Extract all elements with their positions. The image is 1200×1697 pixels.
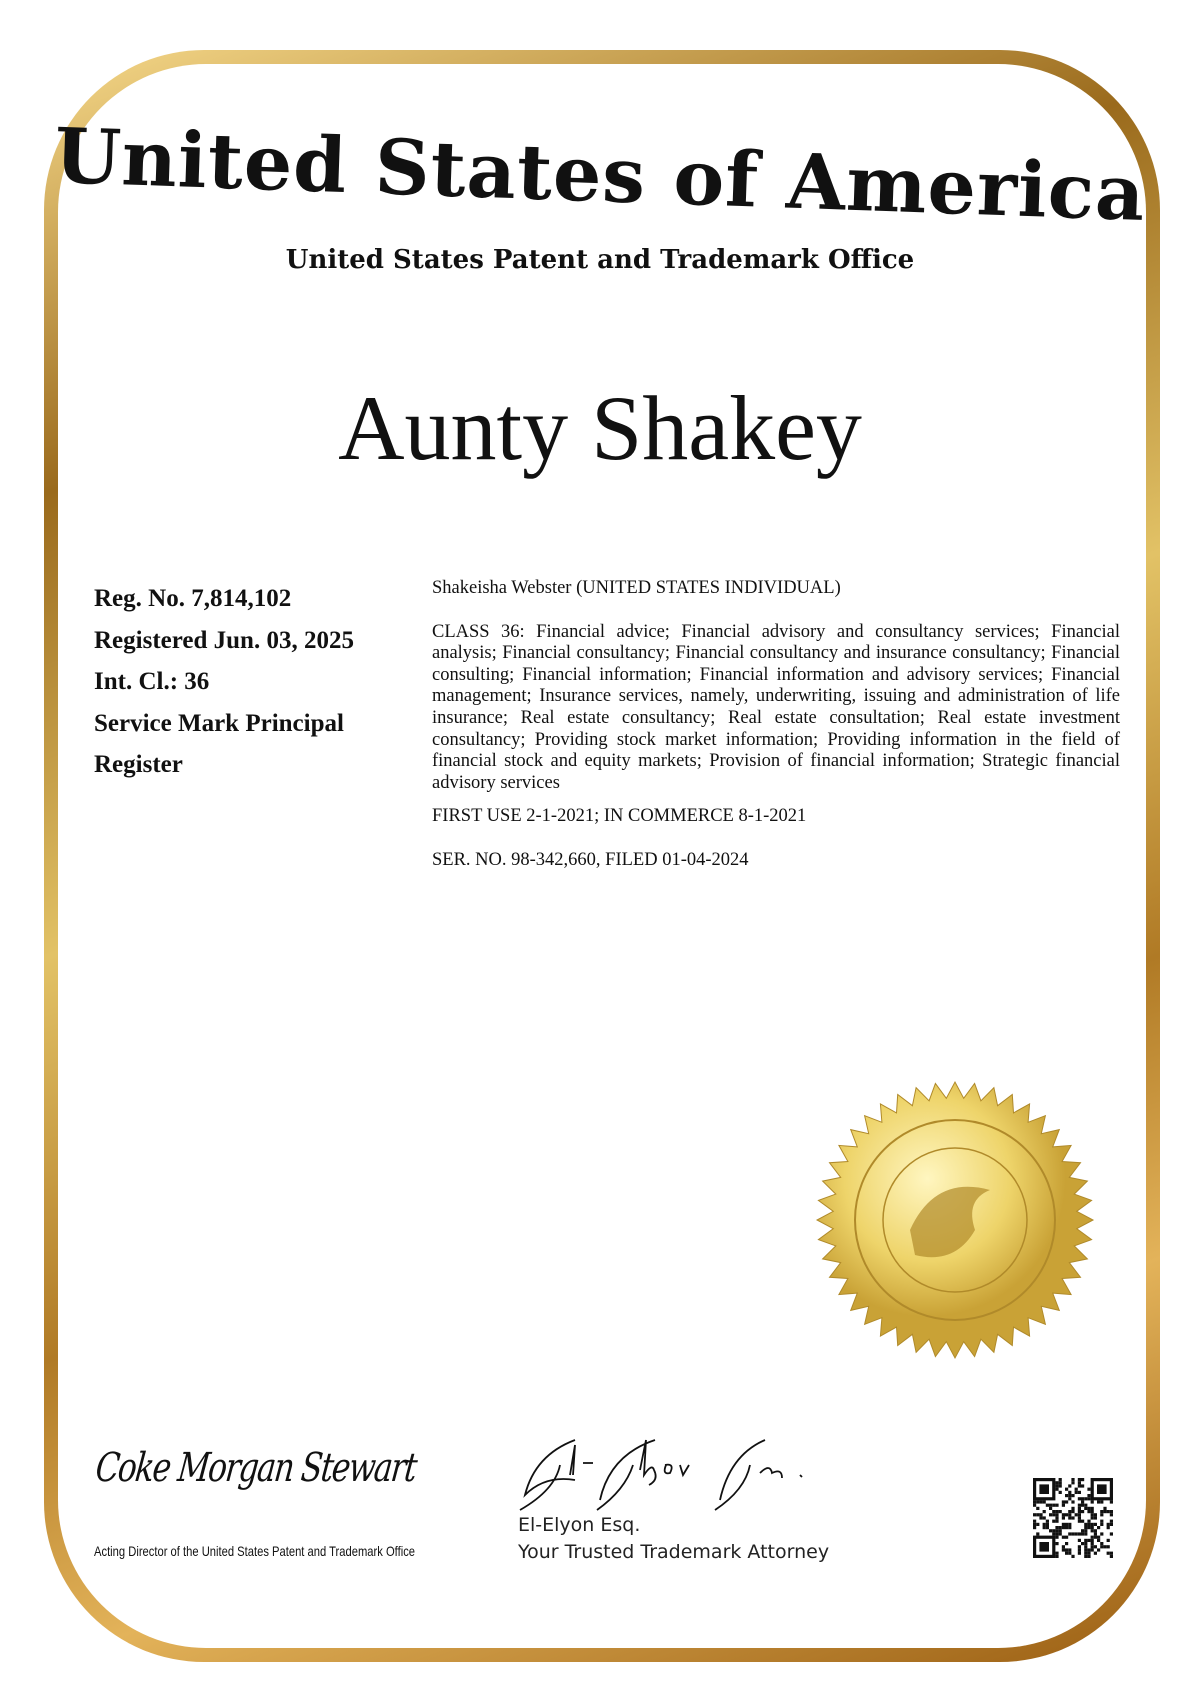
attorney-title: Your Trusted Trademark Attorney [518, 1541, 830, 1563]
registration-details [432, 578, 1120, 884]
register: Register [94, 751, 183, 778]
director-signature: Coke Morgan Stewart [93, 1445, 419, 1491]
mark-type: Service Mark Principal [94, 709, 344, 737]
office-subtitle: United States Patent and Trademark Office [285, 245, 915, 275]
trademark-name: Aunty Shakey [338, 377, 862, 479]
reg-number: Reg. No. 7,814,102 [94, 585, 292, 612]
certificate-title: United States of America [53, 110, 1147, 239]
registration-summary [94, 578, 394, 786]
attorney-name: El-Elyon Esq. [518, 1514, 641, 1536]
first-use: FIRST USE 2-1-2021; IN COMMERCE 8-1-2021 [432, 806, 807, 827]
international-class: Int. Cl.: 36 [94, 668, 210, 695]
qr-code-icon[interactable] [1033, 1478, 1113, 1558]
attorney-signature [515, 1435, 845, 1515]
gold-seal-icon [815, 1080, 1095, 1360]
attorney-block [518, 1512, 829, 1566]
serial-number: SER. NO. 98-342,660, FILED 01-04-2024 [432, 849, 749, 870]
owner: Shakeisha Webster (UNITED STATES INDIVIDUAL) [432, 578, 841, 598]
director-caption: Acting Director of the United States Patent and Trademark Office [94, 1543, 416, 1559]
class-description: CLASS 36: Financial advice; Financial advisory and consultancy services; Financial analysis; Financial consultancy; Financial consultancy and insurance consultancy; Financial consulting; Financial information; Financial information and advisory services; Financial management; Insurance services, namely, underwriting, issuing and administration of life insurance; Real estate consultancy; Real estate consultation; Real estate investment consultancy; Providing stock market information; Providing information in the field of financial stock and equity markets; Provision of financial information; Strategic financial advisory services [432, 621, 1120, 793]
registered-date: Registered Jun. 03, 2025 [94, 626, 354, 654]
